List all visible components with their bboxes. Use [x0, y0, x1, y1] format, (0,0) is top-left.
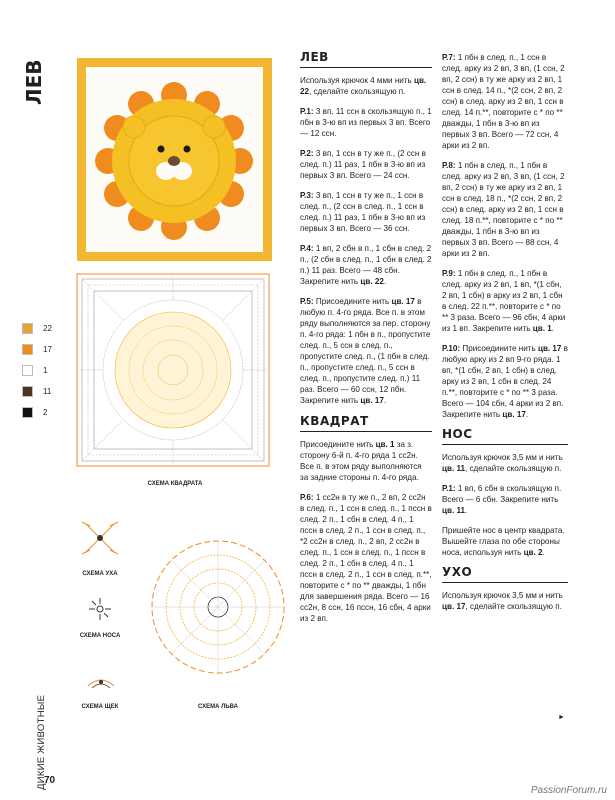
- lion-chart: [148, 531, 288, 683]
- cheeks-chart-caption: СХЕМА ЩЕК: [81, 704, 119, 710]
- instructions-column-2: [442, 52, 568, 621]
- chapter-title: ДИКИЕ ЖИВОТНЫЕ: [36, 694, 47, 790]
- color-number: 2: [43, 408, 48, 417]
- row-1: Р.1: 3 вп, 11 ссн в скользящую п., 1 пбн в 3-ю вп из первых 3 вп. Всего — 12 ссн.: [300, 107, 432, 138]
- square-chart: [75, 272, 271, 470]
- ear-intro: Используя крючок 3,5 мм и нить цв. 17, сделайте скользящую п.: [442, 591, 563, 611]
- legend-item: [22, 402, 52, 423]
- nose-row-1: Р.1: 1 вп, 6 сбн в скользящую п. Всего — 6 сбн. Закрепите нить цв. 11.: [442, 484, 562, 515]
- legend-item: [22, 360, 52, 381]
- lion-chart-caption: СХЕМА ЛЬВА: [198, 704, 238, 710]
- lion-heading: ЛЕВ: [300, 52, 432, 68]
- ear-chart: [78, 516, 122, 560]
- color-swatch: [22, 344, 33, 355]
- lion-square-photo: [77, 58, 272, 261]
- row-6: Р.6: 1 сс2н в ту же п., 2 вп, 2 сс2н в след. п., 1 ссн в след. п., 1 пссн в след. 2 п., 1 сбн в след. 4 п., 1 пссн в след. 2 п., 1 ссн в след. п., *2 сс2н в след. п., 2 вп, 2 сс2н в след. п., 1 ссн в след. п., 1 пссн в след. 2 п., 1 сбн в след. 4 п., 1 пссн в след. 2 п., 1 ссн в след. п.**, повторите с * по ** дважды, 1 пбн для завершения ряда. Всего — 16 сс2н, 8 ссн, 16 пссн, 16 сбн, 4 арки из 2 вп.: [300, 493, 432, 623]
- square-intro: Присоедините нить цв. 1 за з. сторону 6-й п. 4-го ряда 1 сс2н. Все п. в этом ряду выполняются за задние стороны п. 4-го ряда.: [300, 440, 422, 482]
- row-7: Р.7: 1 пбн в след. п., 1 ссн в след. арку из 2 вп, 3 вп, (1 ссн, 2 вп, 2 ссн) в ту же арку из 2 вп, 1 ссн в след. 14 п., *(2 ссн, 2 вп, 2 ссн) в след. арку из 2 вп, 1 ссн в след. 14 п.**, повторите с * по ** дважды, 1 пбн в 3-ю вп из первых 3 вп. Всего — 72 ссн, 4 арки из 2 вп.: [442, 53, 565, 150]
- ear-heading: УХО: [442, 567, 568, 583]
- color-number: 1: [43, 366, 48, 375]
- watermark: PassionForum.ru: [530, 785, 607, 796]
- cheeks-chart: [84, 668, 118, 694]
- color-legend: [22, 318, 52, 423]
- row-10: Р.10: Присоедините нить цв. 17 в любую арку из 2 вп 9-го ряда. 1 вп, *(1 сбн, 2 вп, 1 сбн) в след. арку из 2 вп, 1 сбн в след. 24 п.**, повторите с * по ** 3 раза. Всего — 104 сбн, 4 арки из 2 вп. Закрепите нить цв. 17.: [442, 344, 568, 419]
- legend-item: [22, 339, 52, 360]
- nose-heading: НОС: [442, 429, 568, 445]
- nose-intro: Используя крючок 3,5 мм и нить цв. 11, сделайте скользящую п.: [442, 453, 563, 473]
- lion-intro: Используя крючок 4 мми нить цв. 22, сделайте скользящую п.: [300, 76, 427, 96]
- section-title: ЛЕВ: [22, 59, 46, 105]
- row-9: Р.9: 1 пбн в след. п., 1 пбн в след. арку из 2 вп, 1 вп, *(1 сбн, 2 вп, 1 сбн) в арку из 2 вп, 1 сбн в след. 22 п.**, повторите с * по ** 3 раза. Всего — 96 сбн, 4 арки из 1 вп. Закрепите нить цв. 1.: [442, 269, 566, 333]
- instructions-column-1: [300, 52, 432, 633]
- color-number: 11: [43, 387, 52, 396]
- continue-arrow-icon: ►: [558, 714, 565, 721]
- color-swatch: [22, 386, 33, 397]
- row-8: Р.8: 1 пбн в след. п., 1 пбн в след. арку из 2 вп, 3 вп, (1 ссн, 2 вп, 2 ссн) в ту же арку из 2 вп, 1 ссн в след. 18 п., *(2 ссн, 2 вп, 2 ссн) в след. арку из 2 вп, 1 ссн в след. 18 п.**, повторите с * по ** дважды, 1 пбн в 3-ю вп из первых 3 вп. Всего — 88 ссн, 4 арки из 2 вп.: [442, 161, 565, 258]
- legend-item: [22, 381, 52, 402]
- row-4: Р.4: 1 вп, 2 сбн в п., 1 сбн в след. 2 п., (2 сбн в след. п., 1 сбн в след. 2 п.) 11 раз. Всего — 48 сбн. Закрепите нить цв. 22.: [300, 244, 432, 286]
- legend-item: [22, 318, 52, 339]
- nose-chart: [84, 595, 116, 623]
- color-swatch: [22, 323, 33, 334]
- page-number: 70: [44, 775, 56, 786]
- row-3: Р.3: 3 вп, 1 ссн в ту же п., 1 ссн в след. п., (2 ссн в след. п., 1 ссн в след. п.) 11 раз, 1 пбн в 3-ю вп из первых 3 вп. Всего — 36 ссн.: [300, 191, 426, 233]
- ear-chart-caption: СХЕМА УХА: [82, 571, 118, 577]
- square-chart-caption: СХЕМА КВАДРАТА: [147, 481, 203, 487]
- row-2: Р.2: 3 вп, 1 ссн в ту же п., (2 ссн в след. п.) 11 раз, 1 пбн в 3-ю вп из первых 3 вп. Всего — 24 ссн.: [300, 149, 426, 180]
- color-swatch: [22, 407, 33, 418]
- color-swatch: [22, 365, 33, 376]
- color-number: 22: [43, 324, 52, 333]
- square-heading: КВАДРАТ: [300, 416, 432, 432]
- row-5: Р.5: Присоедините нить цв. 17 в любую п. 4-го ряда. Все п. в этом ряду выполняются за пер. сторону п. 4-го ряда: 1 пбн в п., пропустите след. п., 5 ссн в след. п., пропустите след. п., (1 пбн в след. п., пропустите след. п., 5 ссн в след. п., пропустите след. п.) 11 раз. Всего — 60 ссн, 12 пбн. Закрепите нить цв. 17.: [300, 297, 431, 405]
- nose-sewing: Пришейте нос в центр квадрата. Вышейте глаза по обе стороны носа, используя нить цв. 2.: [442, 526, 565, 557]
- color-number: 17: [43, 345, 52, 354]
- nose-chart-caption: СХЕМА НОСА: [79, 633, 121, 639]
